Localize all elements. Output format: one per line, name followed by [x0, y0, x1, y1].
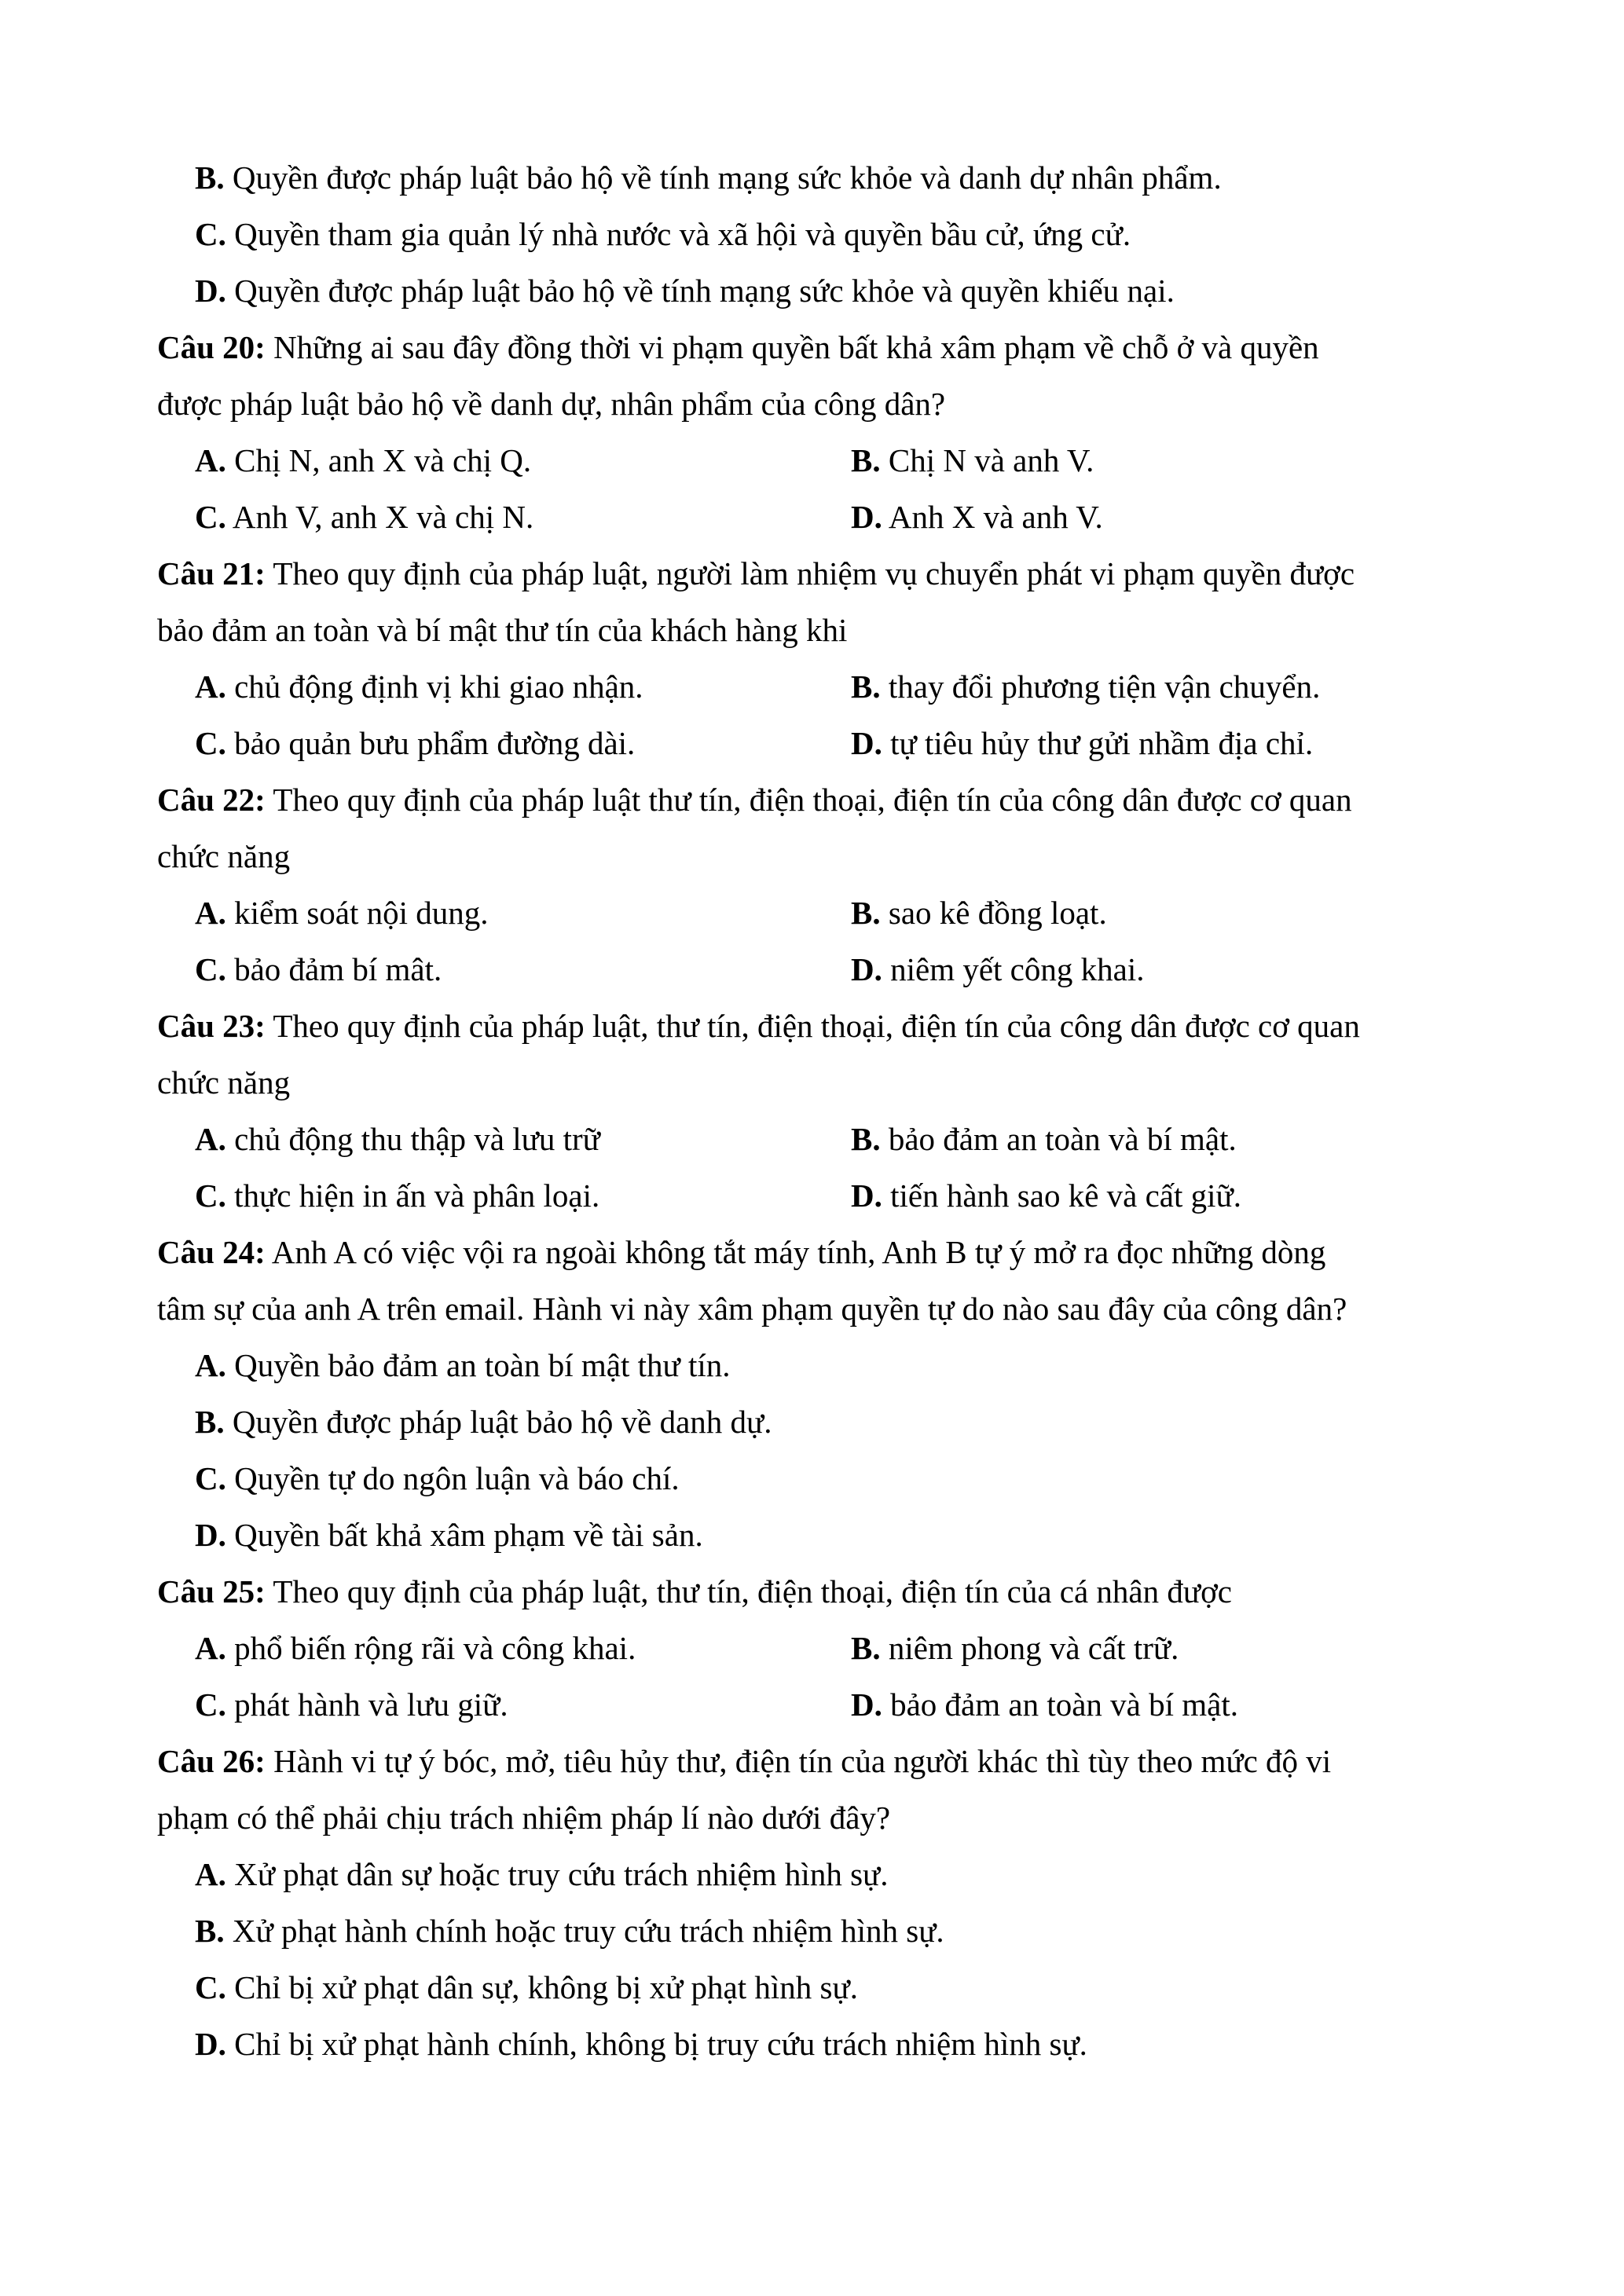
- option-label: B.: [851, 442, 881, 478]
- option-a: [195, 884, 851, 941]
- option-label: B.: [195, 1404, 225, 1440]
- option-label: A.: [195, 895, 226, 931]
- option-b: [851, 658, 1320, 715]
- option-text: Quyền bất khả xâm phạm về tài sản.: [225, 1517, 703, 1553]
- option-label: C.: [195, 1460, 226, 1496]
- option-label: D.: [851, 725, 882, 761]
- option-label: B.: [851, 668, 881, 705]
- option-d: [851, 715, 1313, 771]
- stem-text: Những ai sau đây đồng thời vi phạm quyền bất khả xâm phạm về chỗ ở và quyền: [265, 329, 1319, 365]
- option-c: [195, 489, 851, 545]
- question-20: [157, 319, 1399, 545]
- question-stem-cont: phạm có thể phải chịu trách nhiệm pháp lí nào dưới đây?: [157, 1800, 891, 1836]
- option-text: Chị N và anh V.: [880, 442, 1094, 478]
- option-text: Quyền được pháp luật bảo hộ về danh dự.: [224, 1404, 772, 1440]
- question-stem-cont: chức năng: [157, 1064, 291, 1100]
- option-text: Xử phạt dân sự hoặc truy cứu trách nhiệm hình sự.: [225, 1856, 889, 1892]
- option-text: thay đổi phương tiện vận chuyển.: [880, 668, 1321, 705]
- option-label: A.: [195, 1856, 226, 1892]
- option-text: kiểm soát nội dung.: [225, 895, 489, 931]
- question-number: Câu 21:: [157, 555, 266, 591]
- option-a: [157, 1337, 1399, 1393]
- option-text: Chỉ bị xử phạt hành chính, không bị truy cứu trách nhiệm hình sự.: [225, 2026, 1087, 2062]
- option-label: A.: [195, 1347, 226, 1383]
- question-26: [157, 1733, 1399, 2072]
- option-label: C.: [195, 725, 226, 761]
- question-stem: [157, 1733, 1399, 1789]
- option-text: tự tiêu hủy thư gửi nhầm địa chỉ.: [882, 725, 1314, 761]
- question-stem: [157, 771, 1399, 828]
- option-b: [851, 1620, 1179, 1676]
- option-label: A.: [195, 668, 226, 705]
- stem-text: Theo quy định của pháp luật, người làm nhiệm vụ chuyển phát vi phạm quyền được: [265, 555, 1355, 591]
- option-label: B.: [851, 1630, 881, 1666]
- option-label: D.: [195, 1517, 226, 1553]
- question-list: [157, 149, 1399, 2072]
- option-d: [851, 1676, 1238, 1733]
- option-text: niêm phong và cất trữ.: [880, 1630, 1179, 1666]
- option-b: [157, 1902, 1399, 1959]
- question-number: Câu 26:: [157, 1743, 266, 1779]
- stem-text: Theo quy định của pháp luật, thư tín, điện thoại, điện tín của công dân được cơ quan: [265, 1008, 1360, 1044]
- option-text: Chỉ bị xử phạt dân sự, không bị xử phạt hình sự.: [225, 1969, 858, 2005]
- option-label: D.: [851, 499, 882, 535]
- question-stem: [157, 998, 1399, 1054]
- question-23: [157, 998, 1399, 1224]
- option-row: [157, 658, 1399, 715]
- question-stem: [157, 1224, 1399, 1280]
- option-b: [851, 1111, 1237, 1167]
- option-text: niêm yết công khai.: [882, 951, 1145, 987]
- option-row: [157, 884, 1399, 941]
- stem-text: Hành vi tự ý bóc, mở, tiêu hủy thư, điện tín của người khác thì tùy theo mức độ vi: [265, 1743, 1332, 1779]
- option-row: [157, 1111, 1399, 1167]
- option-label: A.: [195, 1121, 226, 1157]
- stem-text: Anh A có việc vội ra ngoài không tắt máy tính, Anh B tự ý mở ra đọc những dòng: [265, 1234, 1326, 1270]
- option-text: Quyền được pháp luật bảo hộ về tính mạng sức khỏe và danh dự nhân phẩm.: [224, 159, 1222, 196]
- question-number: Câu 25:: [157, 1573, 266, 1609]
- option-a: [195, 432, 851, 489]
- option-label: C.: [195, 1177, 226, 1214]
- option-label: B.: [851, 895, 881, 931]
- option-d: [851, 941, 1144, 998]
- option-label: D.: [851, 1686, 882, 1723]
- option-label: D.: [851, 1177, 882, 1214]
- option-a: [157, 1846, 1399, 1902]
- option-row: [157, 941, 1399, 998]
- option-text: sao kê đồng loạt.: [880, 895, 1107, 931]
- question-number: Câu 24:: [157, 1234, 266, 1270]
- question-stem: [157, 1563, 1399, 1620]
- question-stem-cont: được pháp luật bảo hộ về danh dự, nhân phẩm của công dân?: [157, 386, 946, 422]
- option-c: [195, 715, 851, 771]
- option-text: Anh V, anh X và chị N.: [225, 499, 534, 535]
- option-c: [195, 1167, 851, 1224]
- option-label: C.: [195, 951, 226, 987]
- option-text: bảo quản bưu phẩm đường dài.: [225, 725, 636, 761]
- question-21: [157, 545, 1399, 771]
- option-label: C.: [195, 499, 226, 535]
- option-row: [157, 1167, 1399, 1224]
- option-row: [157, 1676, 1399, 1733]
- option-c: [157, 1450, 1399, 1507]
- option-text: tiến hành sao kê và cất giữ.: [882, 1177, 1241, 1214]
- question-22: [157, 771, 1399, 998]
- option-text: Quyền tự do ngôn luận và báo chí.: [225, 1460, 680, 1496]
- option-label: C.: [195, 1686, 226, 1723]
- option-text: Quyền tham gia quản lý nhà nước và xã hội và quyền bầu cử, ứng cử.: [225, 216, 1131, 252]
- option-d: [157, 1507, 1399, 1563]
- option-text: phổ biến rộng rãi và công khai.: [225, 1630, 636, 1666]
- option-a: [195, 658, 851, 715]
- option-d: [851, 1167, 1241, 1224]
- option-text: bảo đảm an toàn và bí mật.: [882, 1686, 1239, 1723]
- question-stem: [157, 319, 1399, 375]
- option-row: [157, 489, 1399, 545]
- question-number: Câu 20:: [157, 329, 266, 365]
- question-stem-cont: tâm sự của anh A trên email. Hành vi này xâm phạm quyền tự do nào sau đây của công dân?: [157, 1291, 1347, 1327]
- option-label: B.: [195, 1913, 225, 1949]
- option-label: A.: [195, 442, 226, 478]
- option-text: chủ động thu thập và lưu trữ: [225, 1121, 600, 1157]
- option-label: A.: [195, 1630, 226, 1666]
- option-d: [157, 2016, 1399, 2072]
- option-d: [157, 262, 1399, 319]
- option-row: [157, 432, 1399, 489]
- option-a: [195, 1111, 851, 1167]
- option-c: [195, 941, 851, 998]
- option-text: phát hành và lưu giữ.: [225, 1686, 508, 1723]
- question-24: [157, 1224, 1399, 1563]
- stem-text: Theo quy định của pháp luật, thư tín, điện thoại, điện tín của cá nhân được: [265, 1573, 1232, 1609]
- stem-text: Theo quy định của pháp luật thư tín, điện thoại, điện tín của công dân được cơ quan: [265, 782, 1352, 818]
- option-text: thực hiện in ấn và phân loại.: [225, 1177, 600, 1214]
- option-text: Quyền được pháp luật bảo hộ về tính mạng sức khỏe và quyền khiếu nại.: [225, 273, 1175, 309]
- option-row: [157, 1620, 1399, 1676]
- option-b: [157, 149, 1399, 206]
- question-number: Câu 22:: [157, 782, 266, 818]
- option-label: D.: [195, 273, 226, 309]
- question-stem-cont: chức năng: [157, 838, 291, 874]
- question-stem: [157, 545, 1399, 602]
- option-label: B.: [195, 159, 225, 196]
- option-label: D.: [851, 951, 882, 987]
- option-b: [157, 1393, 1399, 1450]
- option-b: [851, 432, 1094, 489]
- question-stem-cont: bảo đảm an toàn và bí mật thư tín của khách hàng khi: [157, 612, 848, 648]
- option-label: C.: [195, 1969, 226, 2005]
- option-text: bảo đảm an toàn và bí mật.: [880, 1121, 1237, 1157]
- option-text: Xử phạt hành chính hoặc truy cứu trách nhiệm hình sự.: [224, 1913, 944, 1949]
- option-c: [157, 1959, 1399, 2016]
- option-row: [157, 715, 1399, 771]
- option-b: [851, 884, 1107, 941]
- option-text: Chị N, anh X và chị Q.: [225, 442, 532, 478]
- option-d: [851, 489, 1103, 545]
- option-text: Quyền bảo đảm an toàn bí mật thư tín.: [225, 1347, 731, 1383]
- option-text: bảo đảm bí mât.: [225, 951, 442, 987]
- option-c: [195, 1676, 851, 1733]
- option-label: D.: [195, 2026, 226, 2062]
- question-25: [157, 1563, 1399, 1733]
- option-label: B.: [851, 1121, 881, 1157]
- option-label: C.: [195, 216, 226, 252]
- question-number: Câu 23:: [157, 1008, 266, 1044]
- option-a: [195, 1620, 851, 1676]
- option-text: Anh X và anh V.: [882, 499, 1103, 535]
- option-c: [157, 206, 1399, 262]
- option-text: chủ động định vị khi giao nhận.: [225, 668, 643, 705]
